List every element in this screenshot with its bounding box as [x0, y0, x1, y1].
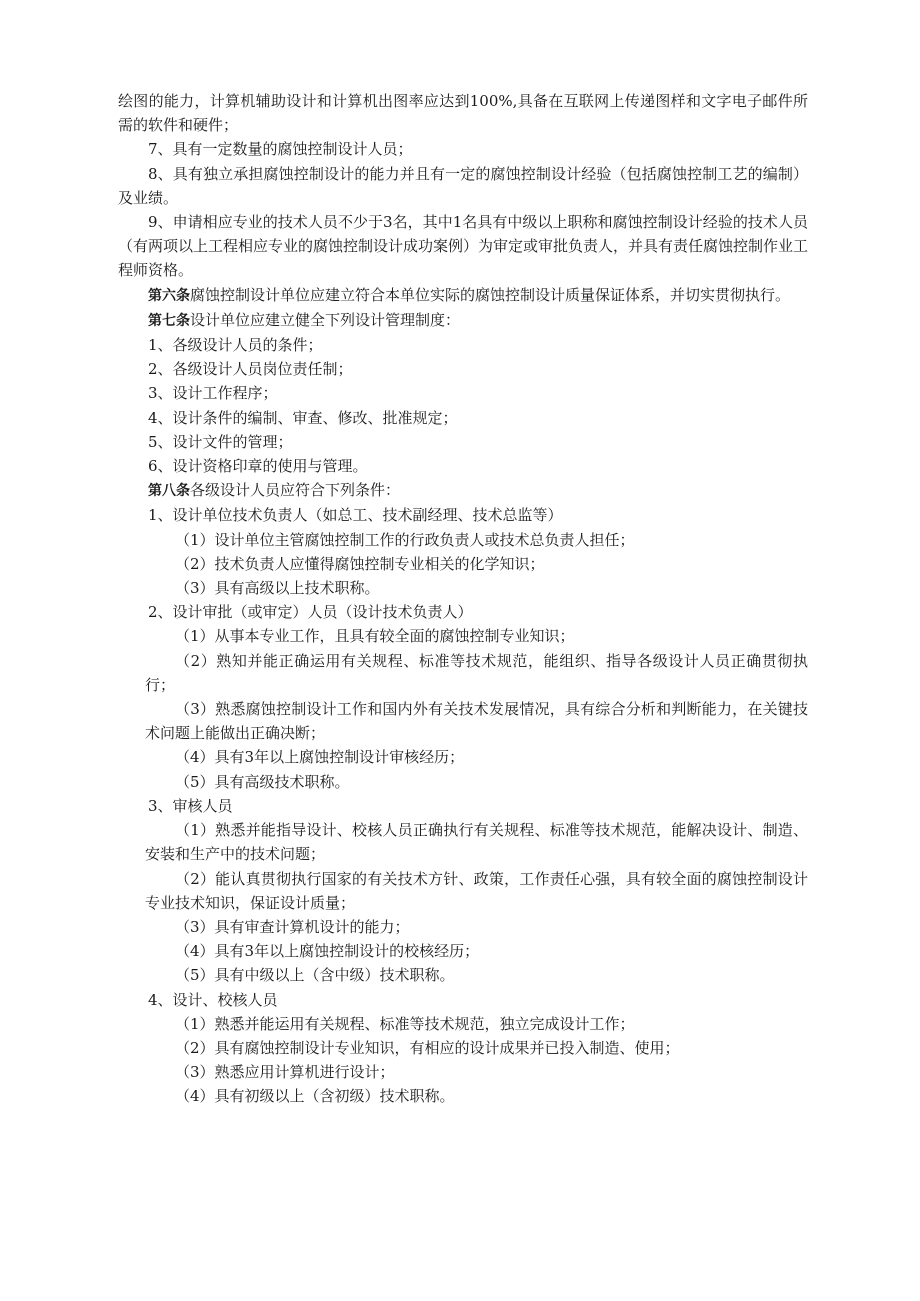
paragraph [118, 939, 808, 963]
paragraph [118, 794, 808, 818]
paragraph [118, 333, 808, 357]
paragraph-text: （3）熟悉腐蚀控制设计工作和国内外有关技术发展情况，具有综合分析和判断能力，在关键技术问题上能做出正确决断； [145, 700, 808, 743]
paragraph [118, 162, 808, 210]
paragraph [118, 745, 808, 769]
article-paragraph [118, 478, 808, 503]
paragraph [118, 576, 808, 600]
paragraph [118, 963, 808, 987]
paragraph [118, 552, 808, 576]
paragraph-text: （1）熟悉并能运用有关规程、标准等技术规范，独立完成设计工作； [175, 1014, 635, 1033]
paragraph-text: 3、审核人员 [148, 796, 233, 815]
paragraph [118, 381, 808, 405]
paragraph-text: （1）设计单位主管腐蚀控制工作的行政负责人或技术总负责人担任； [175, 530, 635, 549]
paragraph-text: （2）能认真贯彻执行国家的有关技术方针、政策，工作责任心强，具有较全面的腐蚀控制设计专业技术知识，保证设计质量； [145, 869, 808, 912]
paragraph-text: （2）具有腐蚀控制设计专业知识，有相应的设计成果并已投入制造、使用； [175, 1038, 680, 1057]
paragraph-text: （4）具有3年以上腐蚀控制设计审核经历； [175, 748, 465, 767]
paragraph-text: 5、设计文件的管理； [148, 432, 293, 451]
paragraph-text: 腐蚀控制设计单位应建立符合本单位实际的腐蚀控制设计质量保证体系，并切实贯彻执行。 [190, 285, 791, 304]
paragraph-text: （4）具有初级以上（含初级）技术职称。 [175, 1087, 455, 1106]
paragraph-text: 1、设计单位技术负责人（如总工、技术副经理、技术总监等） [148, 506, 563, 525]
paragraph [118, 697, 808, 745]
paragraph [118, 1060, 808, 1084]
paragraph [118, 915, 808, 939]
article-paragraph [118, 308, 808, 333]
paragraph [118, 649, 808, 697]
paragraph [118, 867, 808, 915]
paragraph-text: （5）具有高级技术职称。 [175, 772, 350, 791]
paragraph [118, 1036, 808, 1060]
paragraph-text: （4）具有3年以上腐蚀控制设计的校核经历； [175, 942, 480, 961]
paragraph-text: 各级设计人员应符合下列条件： [190, 481, 401, 500]
paragraph [118, 624, 808, 648]
paragraph [118, 818, 808, 866]
paragraph-text: 8、具有独立承担腐蚀控制设计的能力并且有一定的腐蚀控制设计经验（包括腐蚀控制工艺的编制）及业绩。 [118, 164, 808, 207]
document-body [118, 89, 808, 1109]
paragraph [118, 210, 808, 283]
paragraph-text: 2、各级设计人员岗位责任制； [148, 360, 353, 379]
paragraph-text: （5）具有中级以上（含中级）技术职称。 [175, 966, 455, 985]
paragraph-text: 6、设计资格印章的使用与管理。 [148, 457, 368, 476]
paragraph [118, 1012, 808, 1036]
paragraph [118, 89, 808, 137]
article-number: 第六条 [148, 287, 190, 304]
paragraph-text: （3）熟悉应用计算机进行设计； [175, 1063, 395, 1082]
paragraph-text: （1）从事本专业工作，且具有较全面的腐蚀控制专业知识； [175, 627, 575, 646]
paragraph-text: （3）具有高级以上技术职称。 [175, 579, 380, 598]
article-paragraph [118, 283, 808, 308]
paragraph [118, 137, 808, 161]
paragraph [118, 528, 808, 552]
article-number: 第八条 [148, 483, 190, 500]
paragraph [118, 503, 808, 527]
paragraph-text: 3、设计工作程序； [148, 384, 278, 403]
paragraph-text: 4、设计条件的编制、审查、修改、批准规定； [148, 408, 458, 427]
paragraph-text: （3）具有审查计算机设计的能力； [175, 917, 410, 936]
paragraph [118, 988, 808, 1012]
paragraph-text: 9、申请相应专业的技术人员不少于3名，其中1名具有中级以上职称和腐蚀控制设计经验的技术人员（有两项以上工程相应专业的腐蚀控制设计成功案例）为审定或审批负责人，并具有责任腐蚀控制作业工程师资格。 [118, 213, 809, 280]
paragraph [118, 600, 808, 624]
paragraph [118, 1084, 808, 1108]
paragraph [118, 770, 808, 794]
article-number: 第七条 [148, 312, 190, 329]
paragraph-text: 绘图的能力，计算机辅助设计和计算机出图率应达到100%,具备在互联网上传递图样和文字电子邮件所需的软件和硬件； [118, 92, 808, 135]
paragraph [118, 454, 808, 478]
paragraph [118, 406, 808, 430]
paragraph [118, 357, 808, 381]
paragraph-text: 2、设计审批（或审定）人员（设计技术负责人） [148, 603, 473, 622]
paragraph-text: 设计单位应建立健全下列设计管理制度： [190, 310, 461, 329]
paragraph-text: （2）技术负责人应懂得腐蚀控制专业相关的化学知识； [175, 554, 545, 573]
paragraph-text: 7、具有一定数量的腐蚀控制设计人员； [148, 140, 413, 159]
paragraph-text: 1、各级设计人员的条件； [148, 336, 323, 355]
paragraph [118, 430, 808, 454]
paragraph-text: （2）熟知并能正确运用有关规程、标准等技术规范，能组织、指导各级设计人员正确贯彻执行； [145, 651, 808, 694]
paragraph-text: 4、设计、校核人员 [148, 990, 278, 1009]
paragraph-text: （1）熟悉并能指导设计、校核人员正确执行有关规程、标准等技术规范，能解决设计、制造、安装和生产中的技术问题； [145, 821, 808, 864]
